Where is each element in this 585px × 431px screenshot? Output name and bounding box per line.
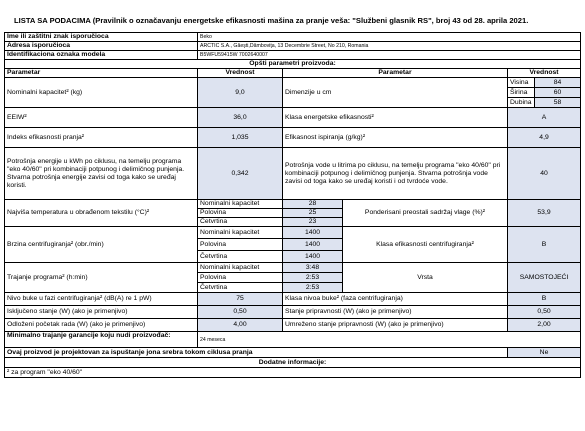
delay-start-label: Odloženi početak rada (W) (ako je primenjivo) (5, 319, 198, 332)
noise-class-value: B (508, 293, 581, 306)
width-label: Širina (508, 88, 535, 98)
noise-value: 75 (198, 293, 283, 306)
duration-value-half: 2:53 (283, 273, 343, 283)
max-temp-value-full: 28 (283, 200, 343, 209)
supplier-address-label: Adresa isporučioca (5, 42, 198, 51)
spin-class-value: B (508, 227, 581, 263)
height-value: 84 (535, 78, 581, 88)
noise-class-label: Klasa nivoa buke² (faza centrifugiranja) (283, 293, 508, 306)
spin-class-label: Klasa efikasnosti centrifugiranja² (343, 227, 508, 263)
water-consumption-value: 40 (508, 148, 581, 200)
duration-label: Trajanje programa² (h:min) (5, 263, 198, 293)
width-value: 60 (535, 88, 581, 98)
model-id-value: B5WFU59415W 7002640007 (198, 51, 581, 60)
spin-speed-load-quarter: Četvrtina (198, 251, 283, 263)
delay-start-value: 4,00 (198, 319, 283, 332)
spin-speed-load-full: Nominalni kapacitet (198, 227, 283, 239)
silver-ions-label: Ovaj proizvod je projektovan za ispuštanje jona srebra tokom ciklusa pranja (5, 348, 508, 358)
networked-standby-label: Umreženo stanje pripravnosti (W) (ako je primenjivo) (283, 319, 508, 332)
duration-load-quarter: Četvrtina (198, 283, 283, 293)
dimensions-label: Dimenzije u cm (283, 78, 508, 108)
energy-class-value: A (508, 108, 581, 128)
depth-value: 58 (535, 98, 581, 108)
additional-note: ² za program "eko 40/60" (5, 368, 581, 378)
duration-load-full: Nominalni kapacitet (198, 263, 283, 273)
max-temp-value-half: 25 (283, 209, 343, 218)
supplier-address-value: ARCTIC S.A., Găeşti,Dâmboviţa, 13 Decembrie Street, No 210, Romania (198, 42, 581, 51)
height-label: Visina (508, 78, 535, 88)
silver-ions-value: Ne (508, 348, 581, 358)
col-param-right: Parametar (283, 69, 508, 78)
energy-consumption-value: 0,342 (198, 148, 283, 200)
max-temp-value-quarter: 23 (283, 218, 343, 227)
col-param-left: Parametar (5, 69, 198, 78)
page-title: LISTA SA PODACIMA (Pravilnik o označavanju energetske efikasnosti mašina za pranje veša: "Službeni glasnik RS", broj 43 od 28. aprila 2021. (14, 16, 529, 25)
spin-speed-label: Brzina centrifugiranja² (obr./min) (5, 227, 198, 263)
supplier-name-value: Beko (198, 33, 581, 42)
eeiw-label: EEIW² (5, 108, 198, 128)
rinse-value: 4,9 (508, 128, 581, 148)
nominal-capacity-value: 9,0 (198, 78, 283, 108)
spin-speed-load-half: Polovina (198, 239, 283, 251)
column-header-row (5, 69, 581, 78)
type-value: SAMOSTOJEĆI (508, 263, 581, 293)
duration-value-full: 3:48 (283, 263, 343, 273)
wash-index-value: 1,035 (198, 128, 283, 148)
general-heading: Opšti parametri proizvoda: (5, 60, 581, 69)
supplier-name-label: Ime ili zaštitni znak isporučioca (5, 33, 198, 42)
moisture-label: Ponderisani preostali sadržaj vlage (%)² (343, 200, 508, 227)
model-id-row (5, 51, 581, 60)
model-id-label: Identifikaciona oznaka modela (5, 51, 198, 60)
spin-speed-value-half: 1400 (283, 239, 343, 251)
max-temp-label: Najviša temperatura u obrađenom tekstilu (°C)² (5, 200, 198, 227)
general-heading-row (5, 60, 581, 69)
supplier-name-row (5, 33, 581, 42)
standby-value: 0,50 (508, 306, 581, 319)
water-consumption-label: Potrošnja vode u litrima po ciklusu, na temelju programa "eko 40/60" pri kombinaciji potpunog i delimičnog punjenja. Stvarna potrošnja vode zavisi od toga kako se uređaj koristi i od tvrdoće vode. (283, 148, 508, 200)
energy-consumption-label: Potrošnja energije u kWh po ciklusu, na temelju programa "eko 40/60" pri kombinaciji potpunog i delimičnog punjenja. Stvarna potrošnja energije zavisi od toga kako se uređaj koristi. (5, 148, 198, 200)
moisture-value: 53,9 (508, 200, 581, 227)
depth-label: Dubina (508, 98, 535, 108)
spin-speed-value-quarter: 1400 (283, 251, 343, 263)
col-value-left: Vrednost (198, 69, 283, 78)
duration-value-quarter: 2:53 (283, 283, 343, 293)
max-temp-load-half: Polovina (198, 209, 283, 218)
eeiw-value: 36,0 (198, 108, 283, 128)
datasheet-table (4, 32, 581, 378)
wash-index-label: Indeks efikasnosti pranja² (5, 128, 198, 148)
max-temp-load-quarter: Četvrtina (198, 218, 283, 227)
warranty-label: Minimalno trajanje garancije koju nudi proizvođač: (5, 332, 198, 348)
nominal-capacity-label: Nominalni kapacitet² (kg) (5, 78, 198, 108)
additional-heading: Dodatne informacije: (5, 358, 581, 368)
col-value-right: Vrednost (508, 69, 581, 78)
rinse-label: Efikasnost ispiranja (g/kg)² (283, 128, 508, 148)
noise-label: Nivo buke u fazi centrifugiranja² (dB(A) re 1 pW) (5, 293, 198, 306)
max-temp-load-full: Nominalni kapacitet (198, 200, 283, 209)
spin-speed-value-full: 1400 (283, 227, 343, 239)
networked-standby-value: 2,00 (508, 319, 581, 332)
standby-label: Stanje pripravnosti (W) (ako je primenjivo) (283, 306, 508, 319)
duration-load-half: Polovina (198, 273, 283, 283)
off-mode-label: Isključeno stanje (W) (ako je primenjivo) (5, 306, 198, 319)
off-mode-value: 0,50 (198, 306, 283, 319)
energy-class-label: Klasa energetske efikasnosti² (283, 108, 508, 128)
supplier-address-row (5, 42, 581, 51)
warranty-value: 24 meseca (198, 332, 581, 348)
type-label: Vrsta (343, 263, 508, 293)
